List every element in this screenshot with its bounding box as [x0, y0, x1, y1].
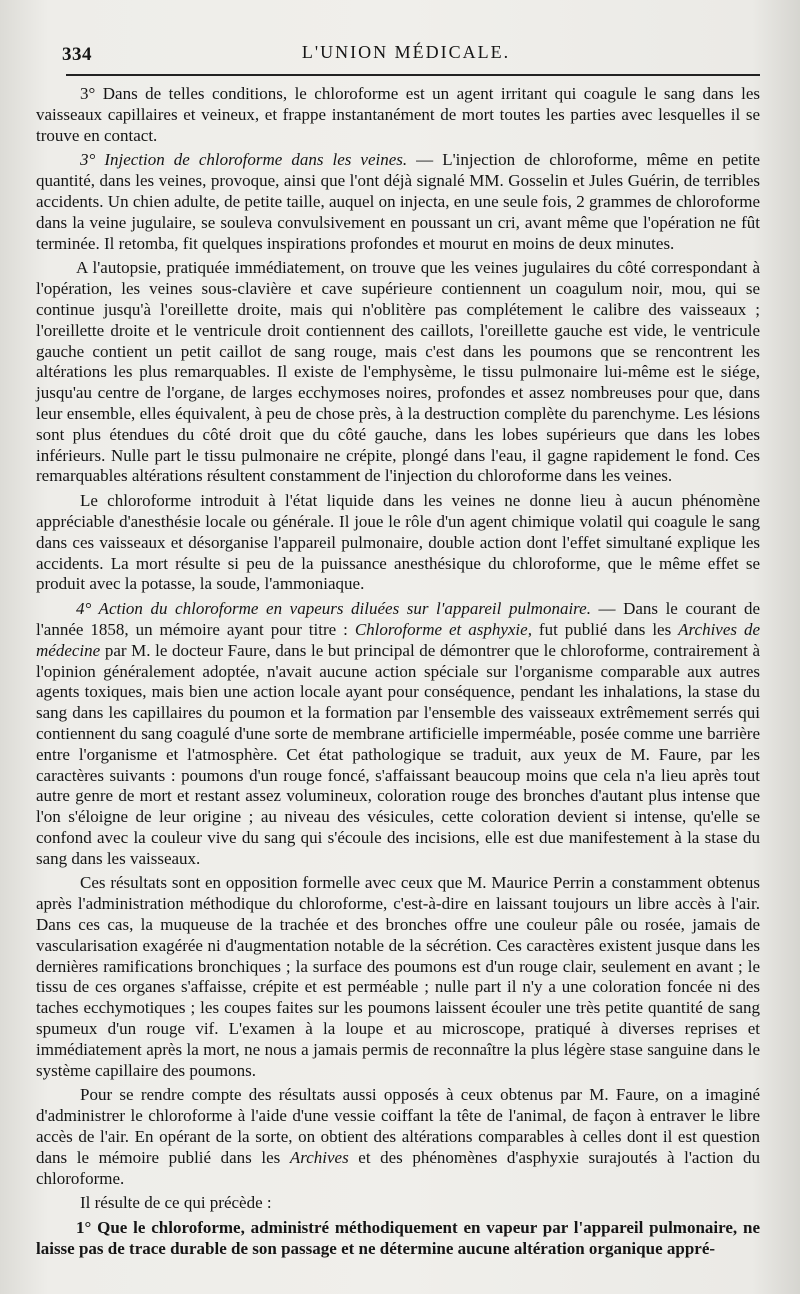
paragraph-text: Il résulte de ce qui précède : — [80, 1193, 272, 1213]
article-body — [36, 84, 760, 1260]
paragraph-lead: 3° Dans de telles conditions, — [80, 84, 288, 103]
paragraph-text: Pour se rendre compte des résultats aussi opposés à ceux obtenus par M. Faure, on a imaginé d'administrer le chloroforme à l'aide d'une vessie coiffant la tête de l'animal, de façon à entraver le libre accès de l'air. En opérant de la sorte, on obtient des altérations comparables à celles dont il est question dans le mémoire publié dans les — [36, 1085, 760, 1167]
paragraph-text: fut publié dans les — [531, 619, 679, 639]
section-heading: 4° Action du chloroforme en vapeurs diluées sur l'appareil pulmonaire. — [76, 599, 591, 619]
paragraph-conclusion-3 — [36, 84, 760, 146]
header-rule — [66, 74, 760, 76]
page-number: 334 — [62, 44, 92, 65]
paragraph-summary-intro — [36, 1193, 760, 1214]
section-heading: 3° Injection de chloroforme dans les veines. — [80, 150, 408, 170]
page-header — [62, 38, 750, 70]
paragraph-text: et des phénomènes d'asphyxie surajoutés à l'action du chloroforme. — [36, 1147, 760, 1188]
paragraph-vapour-heading — [36, 599, 760, 869]
cited-journal: Archives — [289, 1147, 349, 1167]
cited-journal: Archives de médecine — [36, 619, 761, 660]
cited-title: Chloroforme et asphyxie, — [354, 619, 532, 639]
paragraph-text: le chloroforme est un agent irritant qui coagule le sang dans les vaisseaux capillaires et veineux, et frappe instantanément de mort toutes les parties avec lesquelles il se trouve en contact. — [36, 84, 760, 145]
bold-conclusion: 1° Que le chloroforme, administré méthodiquement en vapeur par l'appareil pulmonaire, ne laisse pas de trace durable de son passage et ne détermine aucune altération organique appré- — [36, 1218, 760, 1259]
paragraph-text: — L'injection de chloroforme, même en petite quantité, dans les veines, provoque, ainsi que l'ont déjà signalé MM. Gosselin et Jules Guérin, de terribles accidents. Un chien adulte, de petite taille, auquel on injecta, en une seule fois, 2 grammes de chloroforme dans la veine jugulaire, se souleva convulsivement en poussant un cri, avant même que l'opération ne fût terminée. Il retomba, fit quelques inspirations profondes et mourut en moins de deux minutes. — [36, 150, 760, 253]
paragraph-autopsy — [36, 258, 760, 487]
paragraph-opposed-results — [36, 1085, 760, 1189]
paragraph-conclusion-1 — [36, 1218, 760, 1260]
running-title: L'UNION MÉDICALE. — [301, 42, 511, 62]
paragraph-text: Ces résultats sont en opposition formelle avec ceux que M. Maurice Perrin a constamment obtenus après l'administration méthodique du chloroforme, c'est-à-dire en laissant toujours un libre accès à l'air. Dans ces cas, la muqueuse de la trachée et des bronches offre une couleur pâle ou rosée, jamais de vascularisation exagérée ni d'augmentation notable de la sécrétion. Ces caractères existent jusque dans les dernières ramifications bronchiques ; la surface des poumons est d'un rouge clair, seulement en avant ; le tissu de ces organes s'affaisse, crépite et est perméable ; nulle part il n'y a une coloration foncée ni des taches ecchymotiques ; les coupes faites sur les poumons laissent écouler une très petite quantité de sang spumeux d'un rouge vif. L'examen à la loupe et au microscope, pratiqué à diverses reprises et immédiatement après la mort, ne nous a jamais permis de reconnaître la plus légère stase sanguine dans le système capillaire des poumons. — [36, 873, 760, 1080]
paragraph-perrin-results — [36, 873, 760, 1081]
paragraph-text: par M. le docteur Faure, dans le but principal de démontrer que le chloroforme, contrairement à l'opinion généralement adoptée, n'avait aucune action spéciale sur l'organisme comparable aux autres agents toxiques, mais bien une action locale ayant pour conséquence, pendant les inhalations, la stase du sang dans les capillaires du poumon et la formation par l'ensemble des vaisseaux extrêmement serrés qui contiennent du sang coagulé d'une sorte de membrane artificielle imperméable, posée comme une barrière entre l'organisme et l'atmosphère. Cet état pathologique se traduit, aux yeux de M. Faure, par les caractères suivants : poumons d'un rouge foncé, s'affaissant beaucoup moins que cela n'a lieu après tout autre genre de mort et restant assez volumineux, coloration rouge des bronches d'autant plus intense que l'on s'éloigne de leur origine ; au niveau des vésicules, cette coloration devient si intense, qu'elle se confond avec la couleur vive du sang qui s'écoule des incisions, elle est due manifestement à la stase du sang dans les vaisseaux. — [36, 640, 760, 868]
paragraph-text: A l'autopsie, pratiquée immédiatement, on trouve que les veines jugulaires du côté correspondant à l'opération, les veines sous-clavière et cave supérieure contiennent un coagulum noir, mou, qui se continue jusqu'à l'oreillette droite, mais qui n'oblitère pas complétement le calibre des vaisseaux ; l'oreillette droite et le ventricule droit contiennent des caillots, l'oreillette gauche est vide, le ventricule gauche contient un petit caillot de sang rouge, mais c'est dans les poumons que se rencontrent les altérations les plus remarquables. Il existe de l'emphysème, le tissu pulmonaire lui-même est le siége, jusqu'au centre de l'organe, de larges ecchymoses noires, profondes et assez nombreuses pour que, dans leur ensemble, elles équivalent, à peu de chose près, à la destruction complète du parenchyme. Les lésions sont plus étendues du côté droit que du côté gauche, dans les lobes supérieurs que dans les lobes inférieurs. Nulle part le tissu pulmonaire ne crépite, plongé dans l'eau, il gagne rapidement le fond. Ces remarquables altérations résultent constamment de l'injection du chloroforme dans les veines. — [36, 258, 760, 486]
paragraph-text: — Dans le courant de l'année 1858, un mémoire ayant pour titre : — [36, 599, 760, 639]
paragraph-text: Le chloroforme introduit à l'état liquide dans les veines ne donne lieu à aucun phénomène appréciable d'anesthésie locale ou générale. Il joue le rôle d'un agent chimique volatil qui coagule le sang dans ces vaisseaux et désorganise l'appareil pulmonaire, double action dont l'effet simultané explique les accidents. La mort résulte si peu de la puissance anesthésique du chloroforme, que le même effet se produit avec la potasse, la soude, l'ammoniaque. — [36, 491, 760, 594]
paragraph-injection-heading — [36, 150, 760, 254]
paragraph-liquid-chloroform — [36, 491, 760, 595]
